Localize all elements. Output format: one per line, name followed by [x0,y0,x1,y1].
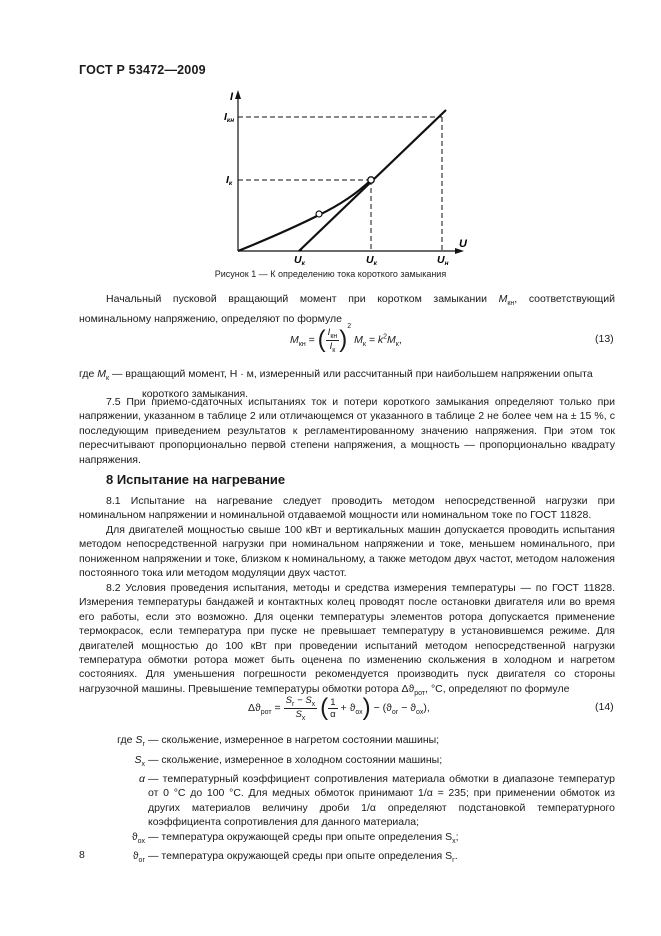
def-tox: $ϑ_{ох}$ — температура окружающей среды при опыте определения $S_х$; [131,830,459,845]
section-title-8: 8 Испытание на нагревание [106,472,286,487]
label-uk: Uк [366,254,377,267]
paragraph-8-1: 8.1 Испытание на нагревание следует проводить методом непосредственной нагрузки при номинальном напряжении и номинальной отдаваемой мощности или номинальном токе по ГОСТ 11828. [79,495,615,522]
label-un: Uн [437,254,449,267]
point-marker-intersection [368,177,374,183]
label-uk-prime: Uк' [294,248,305,267]
where-mk: где $M_к$ — вращающий момент, Н · м, измеренный или рассчитанный при наибольшем напряжении опыта короткого замыкания. [79,368,593,400]
def-sg: где $S_г$ — скольжение, измеренное в нагретом состоянии машины; [117,734,440,749]
label-ikn: Iкн [224,111,235,124]
axis-label-u: U [459,238,467,250]
document-header: ГОСТ Р 53472—2009 [79,63,206,77]
y-axis-arrow [235,90,241,99]
paragraph-8-1b: Для двигателей мощностью свыше 100 кВт и вертикальных машин допускается проводить испытания методом непосредственной нагрузки при номинальном напряжении и токе, меньшем номинального, при пониженном напряжении и токе, близком к номинальному, а также методом двух частот, методом наложения постоянного тока или методом модуляции двух частот. [79,524,615,580]
paragraph-torque: Начальный пусковой вращающий момент при коротком замыкании $M_{кн}$, соответствующий номинальному напряжению, определяют по формуле [79,293,615,325]
equation-13: $M_{кн}$ = ( $\frac{I_{кн}}{I_к}$ )$^2$ $M_к = k^2M_к$, [290,323,402,354]
paragraph-7-5: 7.5 При приемо-сдаточных испытаниях ток и потери короткого замыкания определяют только при напряжении, указанном в таблице 2 или отличающемся от указанного в таблице 2 не более чем на ± 15 %, с последующим приведением результатов к регламентированному значению напряжения. При этом ток пересчитывают пропорционально первой степени напряжения, а мощность — пропорционально квадрату напряжения. [79,396,615,466]
equation-13-number: (13) [595,333,614,345]
label-ik: Iк [226,174,233,187]
equation-14-number: (14) [595,701,614,713]
point-marker [316,211,322,217]
def-tog: $ϑ_{ог}$ — температура окружающей среды при опыте определения $S_г$. [132,850,458,865]
figure-1 [210,86,470,268]
axis-label-i: I [230,91,234,103]
def-sx: $S_х$ — скольжение, измеренное в холодном состоянии машины; [134,753,443,768]
page-number: 8 [79,849,85,861]
equation-14: $\Delta ϑ_{рот}$ = $\frac{S_г - S_х}{S_х}$ ( $\frac{1}{\alpha}$ + $ϑ_{ох}) - (ϑ_{ог} - ϑ_{ох})$, [248,694,430,722]
definitions-list [79,733,615,869]
def-alpha: α — температурный коэффициент сопротивления материала обмотки в диапазоне температур от 0 °С до 100 °С. Для медных обмоток принимают 1/α = 235; при применении обмоток из других материалов величину дроби 1/α определяют подстановкой температурного коэффициента сопротивления для данного материала; [139,773,615,829]
curved-characteristic [238,180,371,251]
figure-1-graph [210,86,470,268]
figure-caption: Рисунок 1 — К определению тока короткого замыкания [214,269,447,279]
paragraph-8-2: 8.2 Условия проведения испытания, методы и средства измерения температуры — по ГОСТ 11828. Измерения температуры бандажей и контактных колец проводят после остановки двигателя или во время его работы, если это возможно. Для оценки температуры элементов ротора допускается применение термокрасок, если температура при пуске не превышает температуру в установившемся режиме. Для двигателей мощностью до 100 кВт при проведении испытаний методом непосредственной нагрузки температура обмотки ротора может быть оценена по изменению скольжения в холодном и нагретом состояниях. Для уменьшения погрешности рекомендуется производить пуск двигателя со стороны нагрузочной машины. Превышение температуры обмотки ротора $\Delta ϑ_{рот}$, °С, определяют по формуле [79,582,615,697]
